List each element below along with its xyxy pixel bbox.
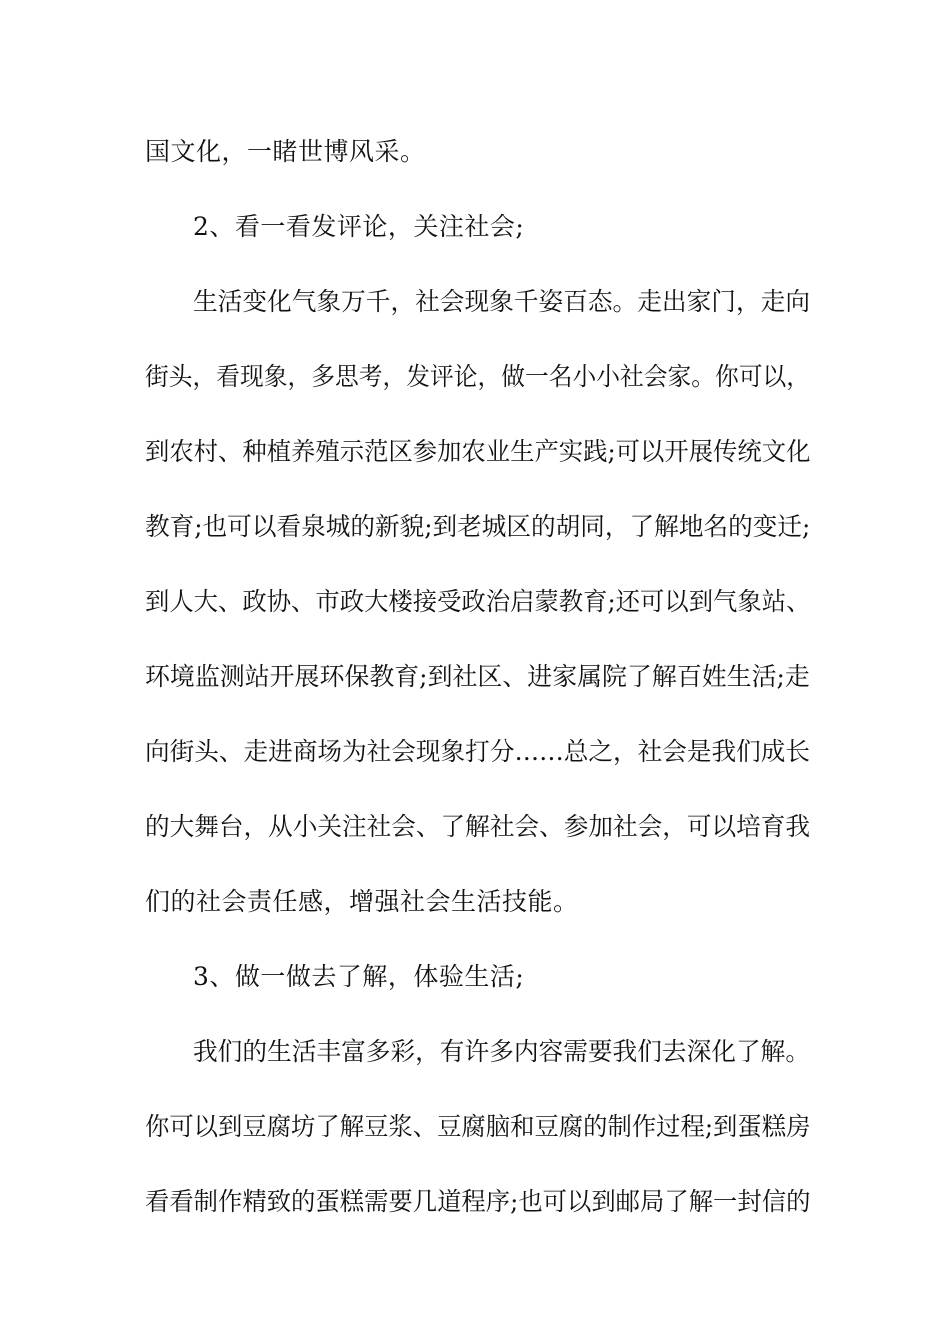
paragraph-line: 到农村、种植养殖示范区参加农业生产实践;可以开展传统文化 xyxy=(145,437,811,466)
section-heading: 2、看一看发评论，关注社会; xyxy=(193,212,525,241)
paragraph-line: 教育;也可以看泉城的新貌;到老城区的胡同，了解地名的变迁; xyxy=(145,512,811,541)
paragraph-line: 们的社会责任感，增强社会生活技能。 xyxy=(145,887,579,916)
paragraph-line: 街头，看现象，多思考，发评论，做一名小小社会家。你可以， xyxy=(145,362,811,391)
paragraph-line: 的大舞台，从小关注社会、了解社会、参加社会，可以培育我 xyxy=(145,812,811,841)
text-line: 国文化，一睹世博风采。 xyxy=(145,137,426,166)
paragraph-line: 你可以到豆腐坊了解豆浆、豆腐脑和豆腐的制作过程;到蛋糕房 xyxy=(145,1112,811,1141)
paragraph-line: 看看制作精致的蛋糕需要几道程序;也可以到邮局了解一封信的 xyxy=(145,1187,811,1216)
section-heading: 3、做一做去了解，体验生活; xyxy=(193,962,525,991)
paragraph-line: 环境监测站开展环保教育;到社区、进家属院了解百姓生活;走 xyxy=(145,662,810,691)
paragraph-line: 我们的生活丰富多彩，有许多内容需要我们去深化了解。 xyxy=(193,1037,811,1066)
paragraph-line: 生活变化气象万千，社会现象千姿百态。走出家门，走向 xyxy=(193,287,811,316)
paragraph-line: 到人大、政协、市政大楼接受政治启蒙教育;还可以到气象站、 xyxy=(145,587,811,616)
paragraph-line: 向街头、走进商场为社会现象打分……总之，社会是我们成长 xyxy=(145,737,811,766)
